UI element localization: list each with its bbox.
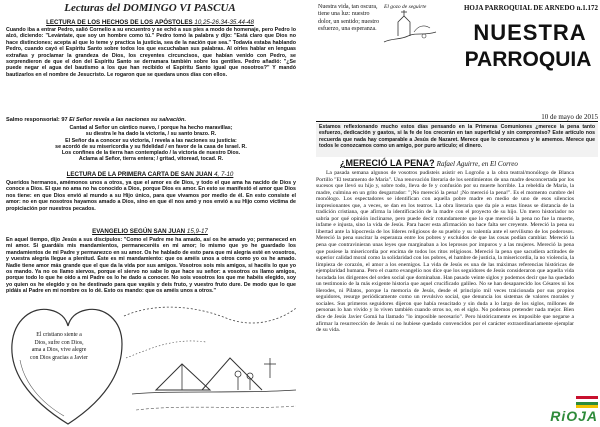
psalm-response: El Señor revela a las naciones su salvación.: [69, 117, 187, 123]
first-reading-title: LECTURA DE LOS HECHOS DE LOS APÓSTOLES 10,25-26.34-35.44-48: [46, 19, 254, 26]
heart-outline: [12, 309, 122, 424]
heart-illustration: [6, 298, 298, 427]
second-reading-body: Queridos hermanos, amémonos unos a otros, ya que el amor es de Dios, y todo el que ama ha nacido de Dios y conoce a Dios. El que no ama no ha conocido a Dios, porque Dios es amor. En esto se manifestó el amor que Dios nos tiene: en que Dios envió al mundo a su Hijo único, para que vivamos por medio de él. En esto consiste el amor: no en que nosotros hayamos amado a Dios, sino en que él nos amó y nos envió a su Hijo como víctima de propiciación por nuestros pecados.: [6, 180, 296, 212]
heart-text: El cristiano siente a Dios, sufre con Dios, ama a Dios, vive alegre con Dios gracias a Javier: [30, 332, 88, 361]
article-title-row: [340, 158, 590, 168]
gospel-body: En aquel tiempo, dijo Jesús a sus discípulos: "Como el Padre me ha amado, así os he amado yo; permaneced en mi amor. Si guardáis mis mandamientos, permaneceréis en mi amor; lo mismo que yo he guardado los mandamientos de mi Padre y permanezco en su amor. Os he hablado de esto para que mi alegría esté en vosotros, y vuestra alegría llegue a plenitud. Éste es mi mandamiento: que os améis unos a otros como yo os he amado. Nadie tiene amor más grande que el que da la vida por sus amigos. Vosotros sois mis amigos, si hacéis lo que yo os mando. Ya no os llamo siervos, porque el siervo no sabe lo que hace su señor: a vosotros os llamo amigos, porque todo lo que he oído a mi Padre os lo he dado a conocer. No sois vosotros los que me habéis elegido, soy yo quien os he elegido y os he destinado para que vayáis y deis fruto, y vuestro fruto dure. De modo que lo que pidáis al Padre en mi nombre os lo dé. Esto os mando: que os améis unos a otros.": [6, 237, 296, 295]
article-body: La pasada semana algunos de vosotros pudisteis asistir en Logroño a la obra teatral/monólogo de Blanca Portillo "El testamento de María". Una renovación literaria de los sentimientos de una madre desconcertada por los sucesos que llevó su hijo y, sobre todo, lleva de fe y confusión por su muerte horrible. La rebeldía de María, la madre, culmina en un grito desgarrador: "¡No mereció la pena! ¡No mereció la pena!". Es el momento cumbre del monólogo. Los espectadores se identifican con aquella pobre madre en medio de uno de esos silencios impresionantes que, a veces, se dan en los teatros. La obra literaria que da pie a estas líneas se distancia de la tradición cristiana, que afirma la identificación de la madre con el proyecto de su hijo. Un mero historiador no sabría por qué opinión inclinarse, pero puede decir rotundamente que lo que mereció la pena no fue la muerte, infame e injusta, sino la vida de Jesús. Para hacer esta afirmación no hace falta ser creyente. Mereció la pena su libertad ante la hipocresía de los líderes religiosos de su pueblo y su valentía ante el servilismo de los poderosos. Mereció la pena suscitar la esperanza entre los pobres y excluidos de que las cosas podían cambiar. Mereció la pena que contravinieran unas leyes que marginaban a los leprosos por impuros y a las mujeres. Mereció la pena que pusiese la misericordia por encima de todos los ritos religiosos. Mereció la pena que sacudiera actitudes de superior calidad moral como la solidaridad con los pobres, el hambre de justicia, la misericordia, la no violencia, la limpieza de corazón, el amor a los enemigos. La vida de Jesús es una de las máximas referencias históricas de ejemplaridad humana. Pero el cuarto evangelio nos dice que los seguidores de Jesús consideraron que aquella vida horadada los dirigentes del orden social que dominaban. Han pasado veinte siglos y podemos decir que ha quedado un testimonio de la más exigente historia que aquel crucificado galileo. No se han desaparecido los Césares ni los Herodes, ni Pilatos, porque la memoria de Jesús, desde el principio mil veces traicionada por sus propios seguidores, resurge periódicamente como un revulsivo social, que denuncia los sistemas de valores morales y sociales. Sus primeros seguidores dijeron que había resucitado y sin duda a lo largo de los siglos, millones de personas lo han vivido y lo viven también cuando otros no, en el siglo. No podemos pretender nada mejor. Bien dice de Jesús Javier Gomá ha llamado "lo imposible necesario". Pero históricamente es imposible que negarse a afirmar la resurrección de Jesús si no hubiese quedado convencidos por el carácter extraordinariamente ejemplar de su vida.: [316, 170, 574, 334]
second-reading-title: LECTURA DE LA PRIMERA CARTA DE SAN JUAN 4, 7-10: [66, 171, 234, 178]
psalm-line: su diestra le ha dado la victoria, / su santo brazo. R.: [85, 131, 217, 138]
first-reading-body: Cuando iba a entrar Pedro, salió Cornelio a su encuentro y se echó a sus pies a modo de homenaje, pero Pedro lo alzó, diciendo: "Levántate, que soy un hombre como tú." Pedro tomó la palabra y dijo: "Está claro que Dios no hace distinciones; acepta al que lo teme y practica la justicia, sea de la nación que sea." Todavía estaba hablando Pedro, cuando cayó el Espíritu Santo sobre todos los que escuchaban sus palabras. Al oírles hablar en lenguas extrañas y proclamar la grandeza de Dios, los creyentes circuncisos, que habían venido con Pedro, se sorprendieron de que el don del Espíritu Santo se derramara también sobre los gentiles. Pedro añadió: "¿Se puede negar el agua del bautismo a los que han recibido el Espíritu Santo igual que nosotros?" Y mandó bautizarlos en el nombre de Jesucristo. Le rogaron que se quedara unos días con ellos.: [6, 27, 296, 78]
article-title: ¿MERECIÓ LA PENA?: [340, 158, 435, 168]
rioja-logo: RiOJA: [550, 408, 598, 424]
masthead-title-line1: NUESTRA: [473, 20, 587, 45]
issue-date: 10 de mayo de 2015: [541, 113, 598, 121]
header-rule: [316, 121, 598, 122]
psalm-line: se acordó de su misericordia y su fidelidad / en favor de la casa de Israel. R.: [55, 143, 247, 150]
gospel-title: EVANGELIO SEGÚN SAN JUAN 15,9-17: [92, 228, 208, 235]
masthead-title-line2: PARROQUIA: [464, 48, 592, 71]
rioja-flag-icon: [576, 396, 598, 408]
psalm-verses: [6, 125, 296, 163]
psalm-line: Los confines de la tierra han contemplado / la victoria de nuestro Dios.: [61, 150, 241, 157]
psalm-line: El Señor da a conocer su victoria, / revela a las naciones su justicia:: [65, 137, 237, 144]
doodle-text: El gozo de seguirte: [384, 4, 427, 10]
article-author: Rafael Aguirre, en El Correo: [436, 160, 518, 168]
intro-text: Estamos reflexionando mucho estos días pensando en la Primeras Comuniones ¿merece la pena tanto esfuerzo, dedicación y gastos, si la fe de los crecerán en tan superficial y sin compromiso? Este artículo nos recuerda que nada hay comparable a Jesús de Nazaret. Merece que lo conozcamos y le amemos. Merece que todos le conozcamos como un amigo, por puro artículo; el dinero.: [319, 124, 595, 149]
top-quote: Nuestra vida, tan oscura, tiene una luz: nuestro dolor, un sentido; nuestro esfuerzo, una esperanza.: [318, 4, 380, 33]
psalm-title: Salmo responsorial: 97 El Señor revela a las naciones su salvación.: [6, 117, 187, 123]
psalm-line: Cantad al Señor un cántico nuevo, / porque ha hecho maravillas;: [69, 125, 233, 131]
left-header: [0, 2, 300, 14]
intro-box: [316, 123, 598, 157]
psalm-line: Aclama al Señor, tierra entera; / gritad, vitoread, tocad. R.: [78, 156, 224, 163]
header-title: Lecturas del DOMINGO VI PASCUA: [64, 2, 236, 14]
hoja-label: HOJA PARROQUIAL DE ARNEDO n.1.172: [463, 4, 598, 12]
